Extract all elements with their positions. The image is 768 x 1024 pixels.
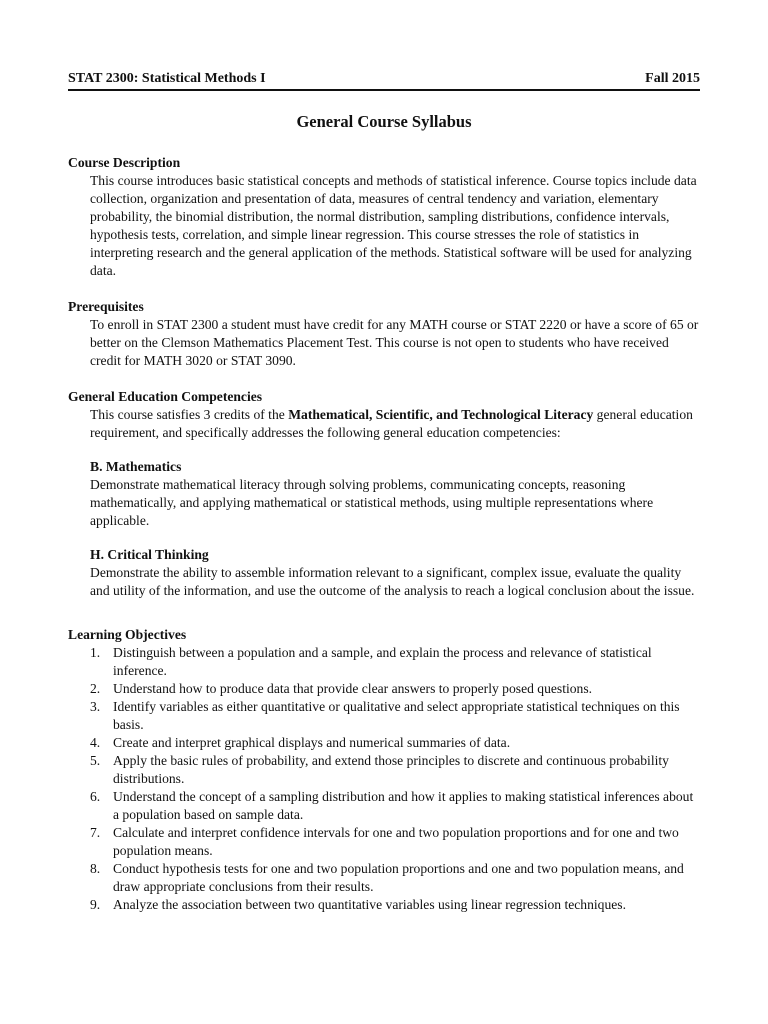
list-item: 6. Understand the concept of a sampling distribution and how it applies to making statistical inferences about a population based on sample data. — [90, 789, 694, 822]
learning-objectives-heading: Learning Objectives — [68, 627, 187, 642]
term: Fall 2015 — [645, 71, 700, 86]
list-item: 4. Create and interpret graphical displays and numerical summaries of data. — [90, 735, 511, 750]
prerequisites-heading: Prerequisites — [68, 299, 144, 314]
course-description-text: This course introduces basic statistical concepts and methods of statistical inference. Course topics include data collection, organization and presentation of data, measures of central tendency and variation, elementary probability, the binomial distribution, the normal distribution, sampling distributions, confidence intervals, hypothesis tests, correlation, and simple linear regression. This course stresses the role of statistics in interpreting research and the general application of the methods. Statistical software will be used for analyzing data. — [90, 173, 697, 278]
critical-thinking-text: Demonstrate the ability to assemble information relevant to a significant, complex issue, evaluate the quality and utility of the information, and use the outcome of the analysis to reach a logical conclusion about the issue. — [90, 565, 695, 598]
gen-ed-heading: General Education Competencies — [68, 389, 263, 404]
page-title: General Course Syllabus — [296, 112, 472, 131]
gen-ed-text: This course satisfies 3 credits of the Mathematical, Scientific, and Technological Literacy general education requirement, and specifically addresses the following general education competencies: — [90, 407, 693, 440]
header-rule — [68, 89, 700, 91]
prerequisites-text: To enroll in STAT 2300 a student must have credit for any MATH course or STAT 2220 or have a score of 65 or better on the Clemson Mathematics Placement Test. This course is not open to students who have received credit for MATH 3020 or STAT 3090. — [90, 317, 699, 368]
math-competency-text: Demonstrate mathematical literacy through solving problems, communicating concepts, reasoning mathematically, and applying mathematical or statistical methods, using multiple representations where applicable. — [90, 477, 654, 528]
list-item: 7. Calculate and interpret confidence intervals for one and two population proportions and for one and two population means. — [90, 825, 679, 858]
list-item: 5. Apply the basic rules of probability, and extend those principles to discrete and continuous probability distributions. — [90, 753, 669, 786]
prerequisites-section — [68, 298, 702, 370]
syllabus-content — [68, 154, 702, 914]
objectives-list — [90, 644, 702, 914]
list-item: 8. Conduct hypothesis tests for one and two population proportions and one and two population means, and draw appropriate conclusions from their results. — [90, 861, 684, 894]
list-item: 1. Distinguish between a population and a sample, and explain the process and relevance of statistical inference. — [90, 645, 652, 678]
literacy-requirement: Mathematical, Scientific, and Technological Literacy — [288, 407, 594, 422]
course-description-heading: Course Description — [68, 155, 181, 170]
math-competency-heading: B. Mathematics — [90, 459, 182, 474]
list-item: 9. Analyze the association between two quantitative variables using linear regression techniques. — [90, 897, 626, 912]
learning-objectives-section — [68, 626, 702, 914]
page-header — [68, 70, 700, 90]
critical-thinking-heading: H. Critical Thinking — [90, 547, 209, 562]
course-description-section — [68, 154, 702, 280]
list-item: 2. Understand how to produce data that provide clear answers to properly posed questions. — [90, 681, 593, 696]
course-name: STAT 2300: Statistical Methods I — [68, 71, 266, 86]
gen-ed-section — [68, 388, 702, 600]
list-item: 3. Identify variables as either quantitative or qualitative and select appropriate statistical techniques on this basis. — [90, 699, 680, 732]
